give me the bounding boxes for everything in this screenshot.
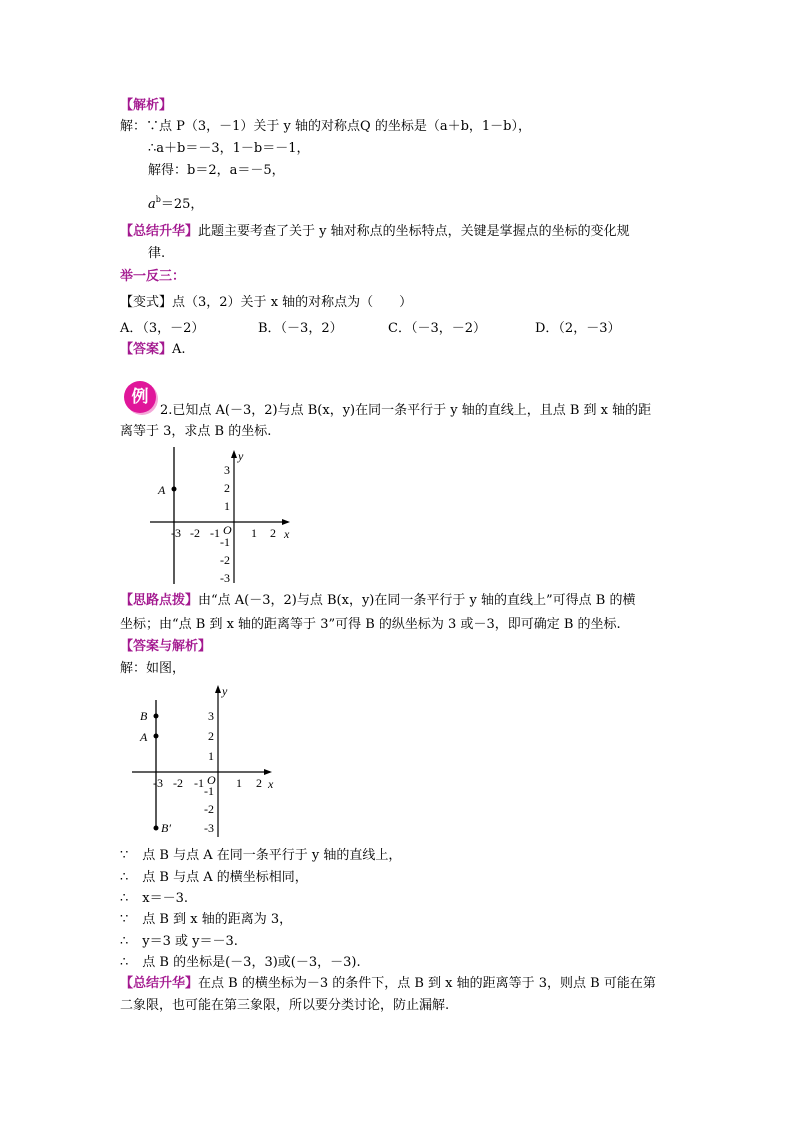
proof-line-3 — [120, 890, 188, 908]
coordinate-graph-1 — [148, 447, 298, 587]
y-tick-neg2: -2 — [220, 553, 230, 567]
option-a: A．（3，－2） — [120, 321, 205, 336]
proof-line-5 — [120, 933, 238, 951]
y-tick-3: 3 — [208, 709, 214, 723]
power-result: ＝25， — [160, 197, 204, 212]
variant-answer — [120, 341, 186, 359]
y-tick-neg1: -1 — [220, 535, 230, 549]
therefore-symbol: ∴ — [120, 891, 129, 906]
proof-line-6 — [120, 954, 361, 972]
option-d: D．（2，－3） — [535, 321, 621, 336]
variant-text: 点（3，2）关于 x 轴的对称点为（ ） — [172, 295, 413, 310]
y-axis-arrow — [215, 685, 221, 693]
y-axis-arrow — [231, 450, 237, 458]
proof-text: 点 B 与点 A 的横坐标相同， — [142, 870, 308, 885]
y-tick-neg3: -3 — [220, 571, 230, 585]
example-2-line-1: 2.已知点 A(－3，2)与点 B(x，y)在同一条平行于 y 轴的直线上，且点 B 到 x 轴的距 — [160, 403, 652, 418]
x-tick-neg1: -1 — [194, 776, 204, 790]
y-label: y — [238, 449, 244, 463]
summary-2-line-1 — [120, 975, 656, 993]
proof-text: y＝3 或 y＝－3. — [142, 934, 238, 949]
y-tick-neg3: -3 — [204, 821, 214, 835]
point-a-label: A — [140, 730, 148, 744]
summary-1-tag: 【总结升华】 — [120, 224, 199, 239]
x-tick-neg1: -1 — [210, 526, 220, 540]
answer-analysis-heading: 【答案与解析】 — [120, 639, 212, 654]
summary-2-line-2: 二象限，也可能在第三象限，所以要分类讨论，防止漏解. — [120, 998, 450, 1013]
y-tick-neg2: -2 — [204, 802, 214, 816]
variant-tag: 【变式】 — [120, 295, 173, 310]
point-a-label: A — [158, 483, 166, 497]
x-tick-neg2: -2 — [173, 776, 183, 790]
point-b — [154, 714, 159, 719]
y-label: y — [222, 684, 228, 698]
hint-text: 由“点 A(－3，2)与点 B(x，y)在同一条平行于 y 轴的直线上”可得点 B 的横 — [198, 593, 636, 608]
solution-line-4 — [148, 191, 203, 214]
answer-text: A. — [172, 342, 186, 357]
summary-1-line-1 — [120, 223, 630, 241]
coordinate-graph-2 — [130, 682, 280, 842]
practice-heading: 举一反三： — [120, 269, 186, 284]
example-2-line-2: 离等于 3，求点 B 的坐标. — [120, 424, 272, 439]
x-label: x — [284, 527, 290, 541]
summary-2-tag: 【总结升华】 — [120, 976, 199, 991]
summary-1-line-2: 律. — [148, 246, 166, 261]
x-axis-arrow — [282, 519, 290, 525]
x-tick-2: 2 — [256, 776, 262, 790]
origin-label: O — [223, 523, 232, 537]
proof-line-2 — [120, 869, 308, 887]
proof-line-4 — [120, 911, 292, 929]
point-b-prime-label: B′ — [161, 821, 171, 835]
variant-question — [120, 294, 412, 312]
x-label: x — [268, 777, 274, 791]
point-b-prime — [154, 826, 159, 831]
x-tick-neg2: -2 — [190, 526, 200, 540]
y-tick-1: 1 — [224, 499, 230, 513]
hint-line-2: 坐标；由“点 B 到 x 轴的距离等于 3”可得 B 的纵坐标为 3 或－3，即可确定 B 的坐标. — [120, 617, 621, 632]
x-tick-2: 2 — [270, 526, 276, 540]
answer-analysis-line-1: 解：如图， — [120, 661, 186, 676]
therefore-symbol: ∴ — [120, 934, 129, 949]
option-c: C．（－3，－2） — [388, 321, 486, 336]
proof-text: x＝－3. — [142, 891, 189, 906]
proof-text: 点 B 的坐标是(－3，3)或(－3，－3). — [142, 955, 361, 970]
x-axis-arrow — [264, 769, 272, 775]
summary-2-text: 在点 B 的横坐标为－3 的条件下，点 B 到 x 轴的距离等于 3，则点 B 可能在第 — [198, 976, 656, 991]
solution-line-2: ∴a＋b＝－3，1－b＝－1， — [148, 141, 310, 156]
point-a — [154, 734, 159, 739]
x-tick-neg3: -3 — [153, 776, 163, 790]
therefore-symbol: ∴ — [120, 870, 129, 885]
answer-tag: 【答案】 — [120, 342, 173, 357]
solution-line-1: 解：∵点 P（3，－1）关于 y 轴的对称点Q 的坐标是（a＋b，1－b）， — [120, 119, 531, 134]
hint-tag: 【思路点拨】 — [120, 593, 199, 608]
x-tick-neg3: -3 — [171, 526, 181, 540]
x-tick-1: 1 — [251, 526, 257, 540]
y-tick-1: 1 — [208, 749, 214, 763]
x-tick-1: 1 — [236, 776, 242, 790]
origin-label: O — [207, 773, 216, 787]
solution-line-3: 解得：b＝2，a＝－5， — [148, 163, 285, 178]
because-symbol: ∵ — [120, 848, 129, 863]
point-b-label: B — [140, 709, 148, 723]
example-badge: 例 — [124, 381, 156, 413]
y-tick-2: 2 — [224, 481, 230, 495]
y-tick-2: 2 — [208, 729, 214, 743]
analysis-heading: 【解析】 — [120, 98, 173, 113]
y-tick-3: 3 — [224, 463, 230, 477]
point-a — [172, 487, 177, 492]
proof-text: 点 B 与点 A 在同一条平行于 y 轴的直线上， — [142, 848, 402, 863]
proof-text: 点 B 到 x 轴的距离为 3， — [142, 912, 293, 927]
power-base: a — [148, 197, 156, 212]
summary-1-text: 此题主要考查了关于 y 轴对称点的坐标特点，关键是掌握点的坐标的变化规 — [198, 224, 630, 239]
proof-line-1 — [120, 847, 401, 865]
because-symbol: ∵ — [120, 912, 129, 927]
power-exponent: b — [155, 195, 161, 204]
therefore-symbol: ∴ — [120, 955, 129, 970]
hint-line-1 — [120, 592, 635, 610]
y-tick-neg1: -1 — [204, 784, 214, 798]
option-b: B．（－3，2） — [258, 321, 343, 336]
